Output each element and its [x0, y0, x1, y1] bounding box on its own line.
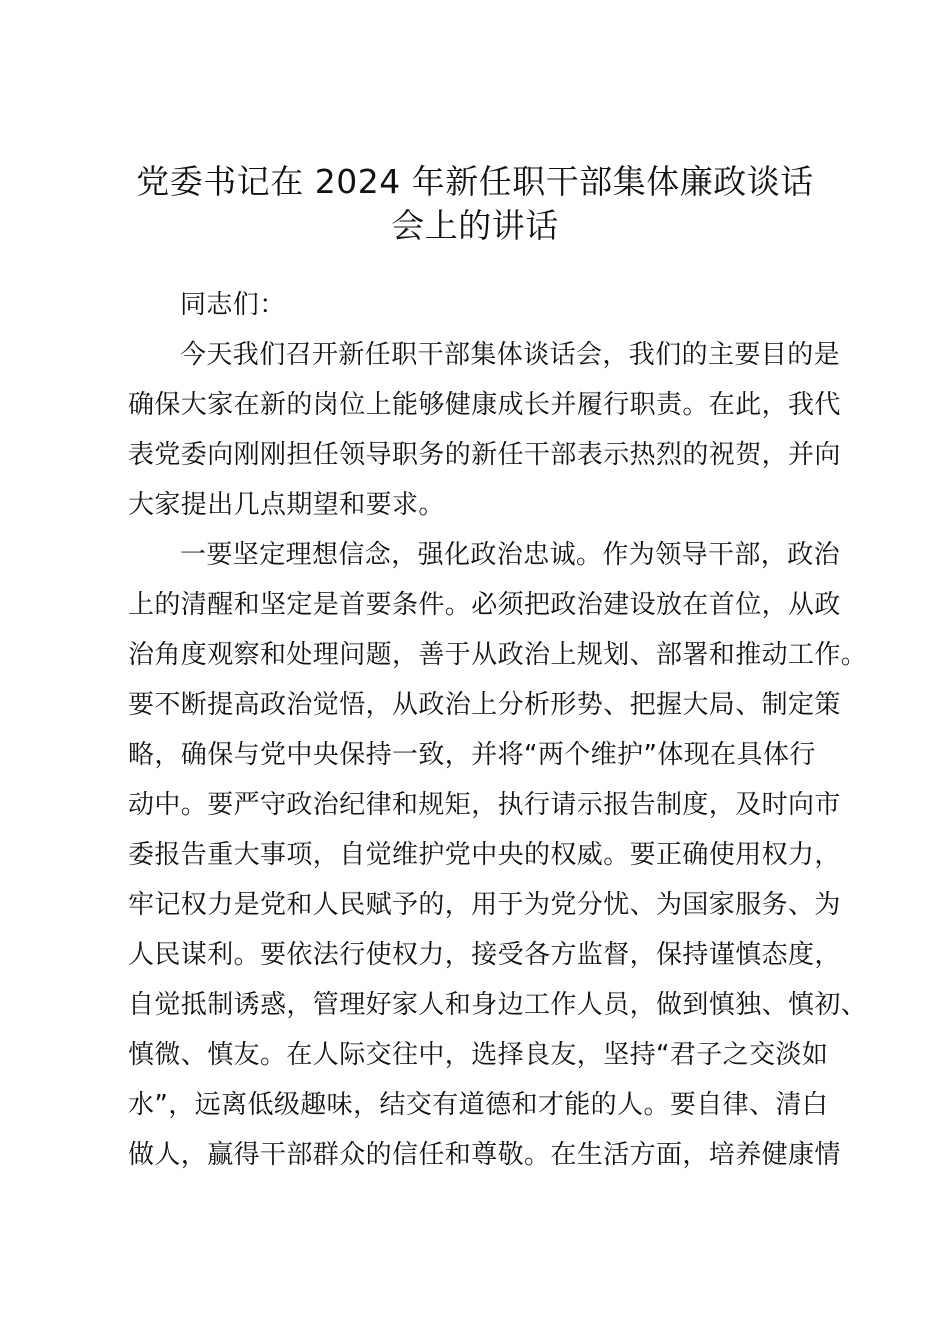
paragraph-2-line-11: 慎微、慎友。在人际交往中，选择良友，坚持“君子之交淡如 [128, 1040, 829, 1070]
paragraph-2-line-6: 动中。要严守政治纪律和规矩，执行请示报告制度，及时向市 [128, 790, 841, 820]
paragraph-1-line-2: 确保大家在新的岗位上能够健康成长并履行职责。在此，我代 [128, 390, 841, 420]
paragraph-2-line-2: 上的清醒和坚定是首要条件。必须把政治建设放在首位，从政 [128, 590, 841, 620]
paragraph-2-line-8: 牢记权力是党和人民赋予的，用于为党分忧、为国家服务、为 [128, 890, 841, 920]
paragraph-2-line-5: 略，确保与党中央保持一致，并将“两个维护”体现在具体行 [128, 740, 816, 770]
paragraph-2-line-7: 委报告重大事项，自觉维护党中央的权威。要正确使用权力， [128, 840, 841, 870]
document-body [128, 280, 868, 1180]
title-line-1: 党委书记在 2024 年新任职干部集体廉政谈话 [136, 162, 814, 201]
paragraph-2-line-12: 水”，远离低级趣味，结交有道德和才能的人。要自律、清白 [128, 1090, 829, 1120]
paragraph-2-line-1: 一要坚定理想信念，强化政治忠诚。作为领导干部，政治 [180, 540, 841, 570]
title-line-2: 会上的讲话 [391, 206, 559, 245]
paragraph-2-line-4: 要不断提高政治觉悟，从政治上分析形势、把握大局、制定策 [128, 690, 841, 720]
paragraph-2-line-3: 治角度观察和处理问题，善于从政治上规划、部署和推动工作。 [128, 640, 868, 670]
paragraph-1-line-1: 今天我们召开新任职干部集体谈话会，我们的主要目的是 [180, 340, 841, 370]
paragraph-2-line-9: 人民谋利。要依法行使权力，接受各方监督，保持谨慎态度， [128, 940, 841, 970]
paragraph-2-line-13: 做人，赢得干部群众的信任和尊敬。在生活方面，培养健康情 [128, 1140, 841, 1170]
salutation: 同志们： [180, 290, 286, 320]
paragraph-1-line-3: 表党委向刚刚担任领导职务的新任干部表示热烈的祝贺，并向 [128, 440, 841, 470]
paragraph-2-line-10: 自觉抵制诱惑，管理好家人和身边工作人员，做到慎独、慎初、 [128, 990, 868, 1020]
document-title [110, 160, 840, 248]
paragraph-1-line-4: 大家提出几点期望和要求。 [128, 490, 445, 520]
